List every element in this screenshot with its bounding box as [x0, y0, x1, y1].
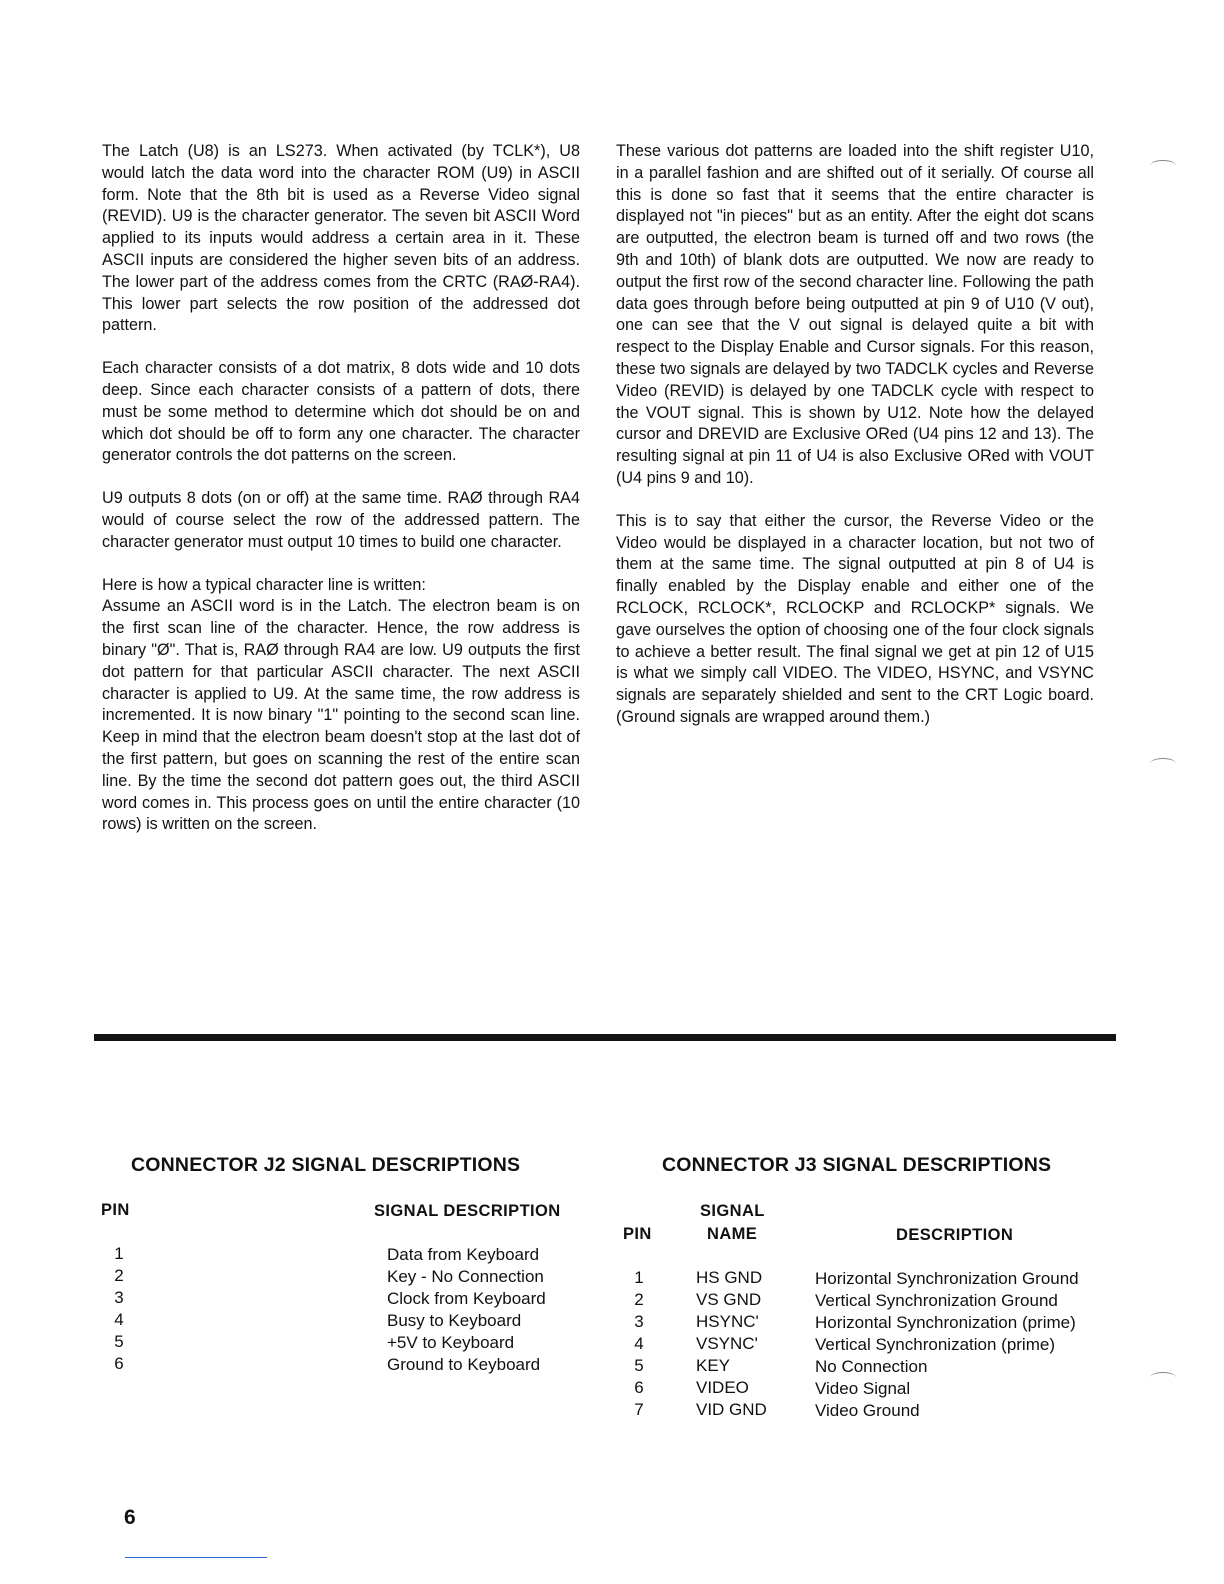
j3-signal-name-cell: VID GND: [696, 1400, 767, 1419]
j2-pin-cell: 2: [114, 1266, 124, 1285]
j3-signal-name-cell: HSYNC': [696, 1312, 759, 1331]
j3-pin-cell: 5: [634, 1356, 644, 1375]
j3-pin-cell: 2: [634, 1290, 644, 1309]
j3-description-cell: Video Ground: [815, 1401, 920, 1420]
j3-pin-cell: 6: [634, 1378, 644, 1397]
j3-description-cell: No Connection: [815, 1357, 928, 1376]
j3-header-pin: PIN: [623, 1225, 652, 1243]
j3-header-signal: SIGNAL: [700, 1202, 765, 1220]
j2-description-cell: +5V to Keyboard: [387, 1333, 515, 1352]
margin-mark: [1150, 160, 1176, 171]
j2-pin-cell: 1: [114, 1244, 124, 1263]
j3-pin-cell: 4: [634, 1334, 644, 1353]
j3-description-cell: Horizontal Synchronization (prime): [815, 1313, 1076, 1332]
j3-header-description: DESCRIPTION: [896, 1226, 1014, 1244]
j2-pin-cell: 6: [114, 1354, 124, 1373]
j3-signal-name-cell: KEY: [696, 1356, 731, 1375]
j2-description-cell: Ground to Keyboard: [387, 1355, 541, 1374]
margin-mark: [1150, 1372, 1176, 1383]
j2-description-cell: Data from Keyboard: [387, 1245, 540, 1264]
right-text-column: [616, 141, 1094, 750]
j3-description-cell: Vertical Synchronization Ground: [815, 1291, 1058, 1310]
j2-description-cell: Key - No Connection: [387, 1267, 544, 1286]
j3-pin-cell: 7: [634, 1400, 644, 1419]
j2-pin-cell: 3: [114, 1288, 124, 1307]
j3-pin-cell: 3: [634, 1312, 644, 1331]
j2-header-pin: PIN: [101, 1201, 130, 1219]
paragraph: The Latch (U8) is an LS273. When activated (by TCLK*), U8 would latch the data word into the character ROM (U9) in ASCII form. Note that the 8th bit is used as a Reverse Video signal (REVID). U9 is the character generator. The seven bit ASCII Word applied to its inputs would address a certain area in it. These ASCII inputs are considered the higher seven bits of an address. The lower part of the address comes from the CRTC (RAØ-RA4). This lower part selects the row position of the addressed dot pattern.: [102, 142, 580, 335]
j3-signal-name-cell: HS GND: [696, 1268, 763, 1287]
j3-description-cell: Vertical Synchronization (prime): [815, 1335, 1055, 1354]
j3-signal-name-cell: VS GND: [696, 1290, 762, 1309]
paragraph: Each character consists of a dot matrix, 8 dots wide and 10 dots deep. Since each character consists of a pattern of dots, there must be some method to determine which dot should be on and which dot should be off to form any one character. The character generator controls the dot patterns on the screen.: [102, 359, 580, 465]
left-text-column: [102, 141, 580, 857]
j2-description-cell: Busy to Keyboard: [387, 1311, 522, 1330]
j2-table-title: CONNECTOR J2 SIGNAL DESCRIPTIONS: [131, 1154, 521, 1176]
j3-table-title: CONNECTOR J3 SIGNAL DESCRIPTIONS: [662, 1154, 1052, 1176]
margin-mark: [1150, 758, 1176, 769]
paragraph: Here is how a typical character line is written:: [102, 575, 426, 594]
j2-pin-cell: 4: [114, 1310, 124, 1329]
page-number: 6: [124, 1506, 136, 1529]
paragraph: This is to say that either the cursor, the Reverse Video or the Video would be displayed in a character location, but not two of them at the same time. The signal outputted at pin 8 of U4 is finally enabled by the Display enable and either one of the RCLOCK, RCLOCK*, RCLOCKP and RCLOCKP* signals. We gave ourselves the option of choosing one of the four clock signals to achieve a better result. The final signal we get at pin 12 of U15 is what we simply call VIDEO. The VIDEO, HSYNC, and VSYNC signals are separately shielded and sent to the CRT Logic board. (Ground signals are wrapped around them.): [616, 511, 1094, 726]
paragraph: U9 outputs 8 dots (on or off) at the same time. RAØ through RA4 would of course select the row of the addressed pattern. The character generator must output 10 times to build one character.: [102, 489, 580, 551]
footer-line: [125, 1557, 267, 1558]
j3-description-cell: Video Signal: [815, 1379, 911, 1398]
j3-pin-cell: 1: [634, 1268, 644, 1287]
section-divider: [94, 1034, 1116, 1041]
j2-header-description: SIGNAL DESCRIPTION: [374, 1202, 561, 1220]
j3-description-cell: Horizontal Synchronization Ground: [815, 1269, 1079, 1288]
j3-header-name: NAME: [707, 1225, 758, 1243]
j2-description-cell: Clock from Keyboard: [387, 1289, 546, 1308]
j2-pin-cell: 5: [114, 1332, 124, 1351]
paragraph: These various dot patterns are loaded into the shift register U10, in a parallel fashion and are shifted out of it serially. Of course all this is done so fast that it seems that the entire character is displayed not "in pieces" but as an entity. After the eight dot scans are outputted, the electron beam is turned off and two rows (the 9th and 10th) of blank dots are outputted. We now are ready to output the first row of the second character line. Following the path data goes through before being outputted at pin 9 of U10 (V out), one can see that the V out signal is delayed quite a bit with respect to the Display Enable and Cursor signals. For this reason, these two signals are delayed by two TADCLK cycles and Reverse Video (REVID) is delayed by one TADCLK cycle with respect to the VOUT signal. This is shown by U12. Note how the delayed cursor and DREVID are Exclusive ORed (U4 pins 12 and 13). The resulting signal at pin 11 of U4 is also Exclusive ORed with VOUT (U4 pins 9 and 10).: [616, 142, 1094, 487]
j3-signal-name-cell: VSYNC': [696, 1334, 758, 1353]
paragraph: Assume an ASCII word is in the Latch. The electron beam is on the first scan line of the character. Hence, the row address is binary "Ø". That is, RAØ through RA4 are low. U9 outputs the first dot pattern for that particular ASCII character. The next ASCII character is applied to U9. At the same time, the row address is incremented. It is now binary "1" pointing to the second scan line. Keep in mind that the electron beam doesn't stop at the last dot of the first pattern, but goes on scanning the rest of the entire scan line. By the time the second dot pattern goes out, the third ASCII word comes in. This process goes on until the entire character (10 rows) is written on the screen.: [102, 597, 580, 834]
j3-signal-name-cell: VIDEO: [696, 1378, 749, 1397]
